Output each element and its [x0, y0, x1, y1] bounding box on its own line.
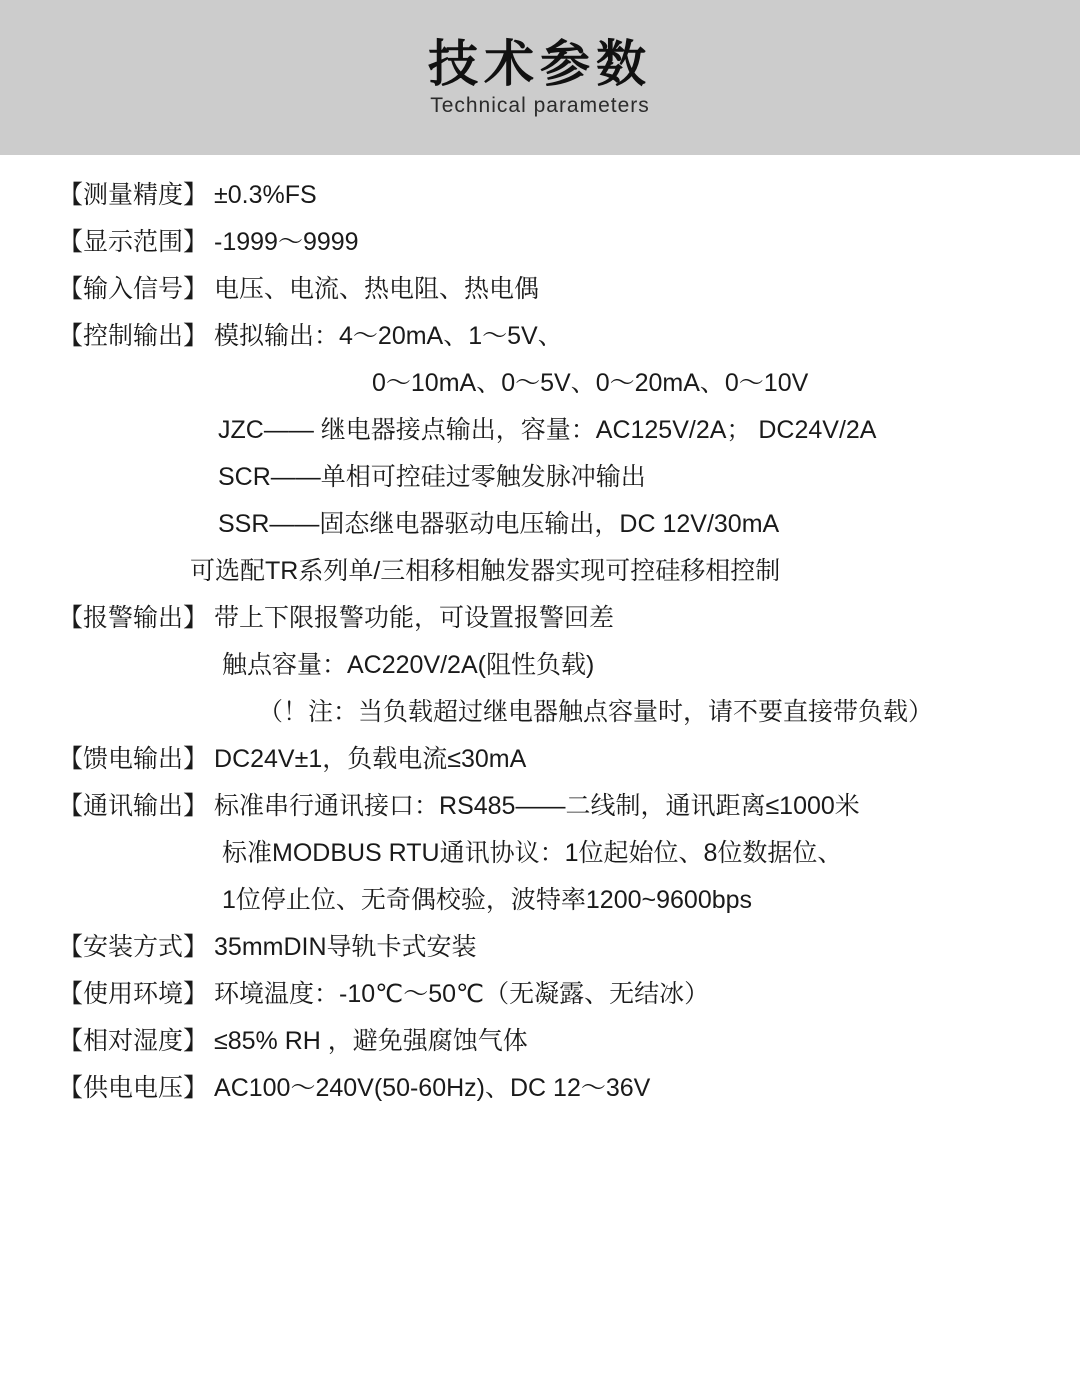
spec-label: 【报警输出】	[58, 604, 209, 632]
spec-row-input-signal	[0, 277, 1080, 302]
spec-value: DC24V±1，负载电流≤30mA	[214, 745, 527, 773]
spec-label: 【测量精度】	[58, 181, 209, 209]
spec-value: ≤85% RH ，避免强腐蚀气体	[214, 1027, 528, 1055]
spec-label: 【控制输出】	[58, 322, 209, 350]
control-output-line-ssr: SSR——固态继电器驱动电压输出，DC 12V/30mA	[218, 510, 780, 538]
control-output-line-jzc: JZC—— 继电器接点输出，容量：AC125V/2A； DC24V/2A	[218, 416, 877, 444]
spec-row-communication-output	[0, 794, 1080, 819]
control-output-line-analog-2: 0～10mA、0～5V、0～20mA、0～10V	[372, 369, 809, 397]
spec-value: AC100～240V(50-60Hz)、DC 12～36V	[214, 1074, 651, 1102]
spec-label: 【通讯输出】	[58, 792, 209, 820]
spec-value: 标准串行通讯接口：RS485——二线制，通讯距离≤1000米	[214, 792, 860, 820]
specification-list	[0, 155, 1080, 1101]
spec-row-operating-environment	[0, 982, 1080, 1007]
spec-label: 【馈电输出】	[58, 745, 209, 773]
spec-row-feed-output	[0, 747, 1080, 772]
control-output-line-scr: SCR——单相可控硅过零触发脉冲输出	[218, 463, 646, 491]
spec-value: ±0.3%FS	[214, 181, 317, 209]
spec-value: 带上下限报警功能，可设置报警回差	[214, 604, 615, 632]
page-title: 技术参数	[428, 36, 652, 93]
spec-label: 【使用环境】	[58, 980, 209, 1008]
spec-value: 模拟输出：4～20mA、1～5V、	[214, 322, 563, 350]
spec-row-supply-voltage	[0, 1076, 1080, 1101]
spec-value: -1999～9999	[214, 228, 359, 256]
spec-value: 35mmDIN导轨卡式安装	[214, 933, 477, 961]
spec-row-mounting	[0, 935, 1080, 960]
spec-label: 【相对湿度】	[58, 1027, 209, 1055]
communication-protocol-line: 标准MODBUS RTU通讯协议：1位起始位、8位数据位、	[222, 839, 843, 867]
page-header-banner	[0, 0, 1080, 155]
spec-label: 【输入信号】	[58, 275, 209, 303]
spec-row-control-output	[0, 324, 1080, 349]
spec-label: 【安装方式】	[58, 933, 209, 961]
spec-row-relative-humidity	[0, 1029, 1080, 1054]
spec-label: 【显示范围】	[58, 228, 209, 256]
spec-value: 电压、电流、热电阻、热电偶	[214, 275, 540, 303]
spec-row-display-range	[0, 230, 1080, 255]
alarm-note: （！注：当负载超过继电器触点容量时，请不要直接带负载）	[258, 698, 934, 726]
control-output-line-tr-option: 可选配TR系列单/三相移相触发器实现可控硅移相控制	[190, 557, 781, 585]
alarm-contact-capacity: 触点容量：AC220V/2A(阻性负载)	[222, 651, 595, 679]
spec-row-alarm-output	[0, 606, 1080, 631]
communication-baudrate-line: 1位停止位、无奇偶校验，波特率1200~9600bps	[222, 886, 753, 914]
spec-row-measurement-accuracy	[0, 183, 1080, 208]
spec-value: 环境温度：-10℃～50℃（无凝露、无结冰）	[214, 980, 710, 1008]
spec-label: 【供电电压】	[58, 1074, 209, 1102]
page-subtitle: Technical parameters	[430, 94, 650, 118]
